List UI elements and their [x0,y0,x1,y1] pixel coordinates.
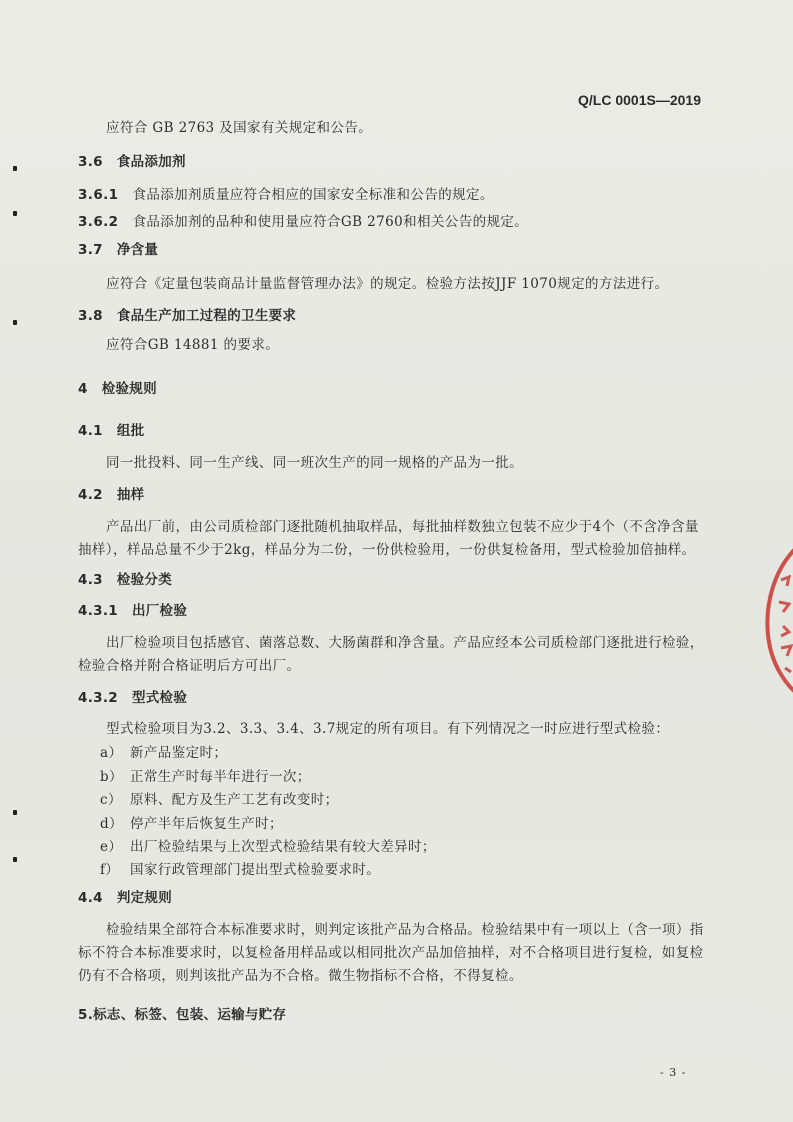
page-number: - 3 - [660,1066,687,1079]
section-heading-3-7 [78,238,158,258]
list-item [100,858,380,878]
section-title: 抽样 [116,487,145,503]
list-item [100,741,227,761]
list-marker: a） [100,745,123,761]
list-item [100,835,436,855]
section-number: 4 [78,381,88,397]
section-heading-4-2 [78,483,144,503]
margin-mark [13,810,17,815]
section-heading-4-4 [78,886,172,906]
margin-mark [13,211,17,216]
list-item [100,788,339,808]
section-heading-3-8 [78,304,296,324]
list-marker: f） [100,862,120,878]
section-number: 4.2 [78,487,103,503]
section-title: 净含量 [116,242,159,258]
section-number: 4.4 [78,890,103,906]
list-text: 停产半年后恢复生产时； [130,816,283,832]
section-heading-3-6 [78,150,186,170]
section-number: 3.7 [78,242,103,258]
list-text: 正常生产时每半年进行一次； [130,769,311,785]
list-marker: d） [100,816,123,832]
list-text: 出厂检验结果与上次型式检验结果有较大差异时； [130,839,436,855]
section-title: 出厂检验 [131,603,188,619]
section-title: 检验规则 [101,381,157,397]
section-number: 4.3.1 [78,603,118,619]
list-item [100,812,283,832]
document-code: Q/LC 0001S—2019 [578,92,701,108]
margin-mark [13,166,17,171]
paragraph-line: 抽样），样品总量不少于2kg，样品分为二份，一份供检验用，一份供复检备用，型式检验加倍抽样。 [78,542,696,558]
section-heading-4-3-2 [78,686,187,706]
paragraph-line: 产品出厂前，由公司质检部门逐批随机抽取样品，每批抽样数独立包装不应少于4个（不含净含量 [106,519,699,535]
section-number: 4.3 [78,572,103,588]
clause-3-6-1 [78,183,494,203]
list-item [100,765,311,785]
section-title: 型式检验 [131,690,188,706]
section-heading-4-1 [78,419,144,439]
section-number: 4.1 [78,423,103,439]
clause-number: 3.6.1 [78,187,119,203]
clause-3-6-2 [78,210,528,230]
clause-number: 3.6.2 [78,214,119,230]
paragraph: 型式检验项目为3.2、3.3、3.4、3.7规定的所有项目。有下列情况之一时应进行型式检验： [106,721,670,737]
section-title: 食品生产加工过程的卫生要求 [116,308,297,324]
clause-text: 食品添加剂质量应符合相应的国家安全标准和公告的规定。 [132,187,494,203]
paragraph: 应符合《定量包装商品计量监督管理办法》的规定。检验方法按JJF 1070规定的方法进行。 [106,276,669,292]
margin-mark [13,320,17,325]
paragraph-line: 仍有不合格项，则判该批产品为不合格。微生物指标不合格，不得复检。 [78,968,523,984]
list-marker: b） [100,769,123,785]
clause-text: 食品添加剂的品种和使用量应符合GB 2760和相关公告的规定。 [132,214,529,230]
section-number: 4.3.2 [78,690,118,706]
list-marker: e） [100,839,123,855]
paragraph-line: 检验结果全部符合本标准要求时，则判定该批产品为合格品。检验结果中有一项以上（含一项）指 [106,922,704,938]
section-heading-4-3-1 [78,599,187,619]
paragraph-line: 检验合格并附合格证明后方可出厂。 [78,658,301,674]
paragraph: 同一批投料、同一生产线、同一班次生产的同一规格的产品为一批。 [106,455,523,471]
section-title: 食品添加剂 [116,154,186,170]
list-text: 原料、配方及生产工艺有改变时； [130,792,339,808]
paragraph-line: 标不符合本标准要求时，以复检备用样品或以相同批次产品加倍抽样，对不合格项目进行复检，如复检 [78,945,704,961]
company-seal-fragment [765,540,793,700]
list-text: 新产品鉴定时； [130,745,228,761]
list-text: 国家行政管理部门提出型式检验要求时。 [130,862,381,878]
paragraph-line: 出厂检验项目包括感官、菌落总数、大肠菌群和净含量。产品应经本公司质检部门逐批进行检验， [106,635,704,651]
section-number: 3.8 [78,308,103,324]
section-title: 判定规则 [116,890,173,906]
section-heading-4-3 [78,568,172,588]
paragraph: 应符合GB 14881 的要求。 [106,337,280,353]
list-marker: c） [100,792,122,808]
margin-mark [13,857,17,862]
section-heading-4 [78,377,157,397]
paragraph: 应符合 GB 2763 及国家有关规定和公告。 [106,120,373,136]
section-title: 检验分类 [116,572,173,588]
section-title: 组批 [116,423,145,439]
section-number: 3.6 [78,154,103,170]
section-heading-5: 5.标志、标签、包装、运输与贮存 [78,1007,287,1023]
